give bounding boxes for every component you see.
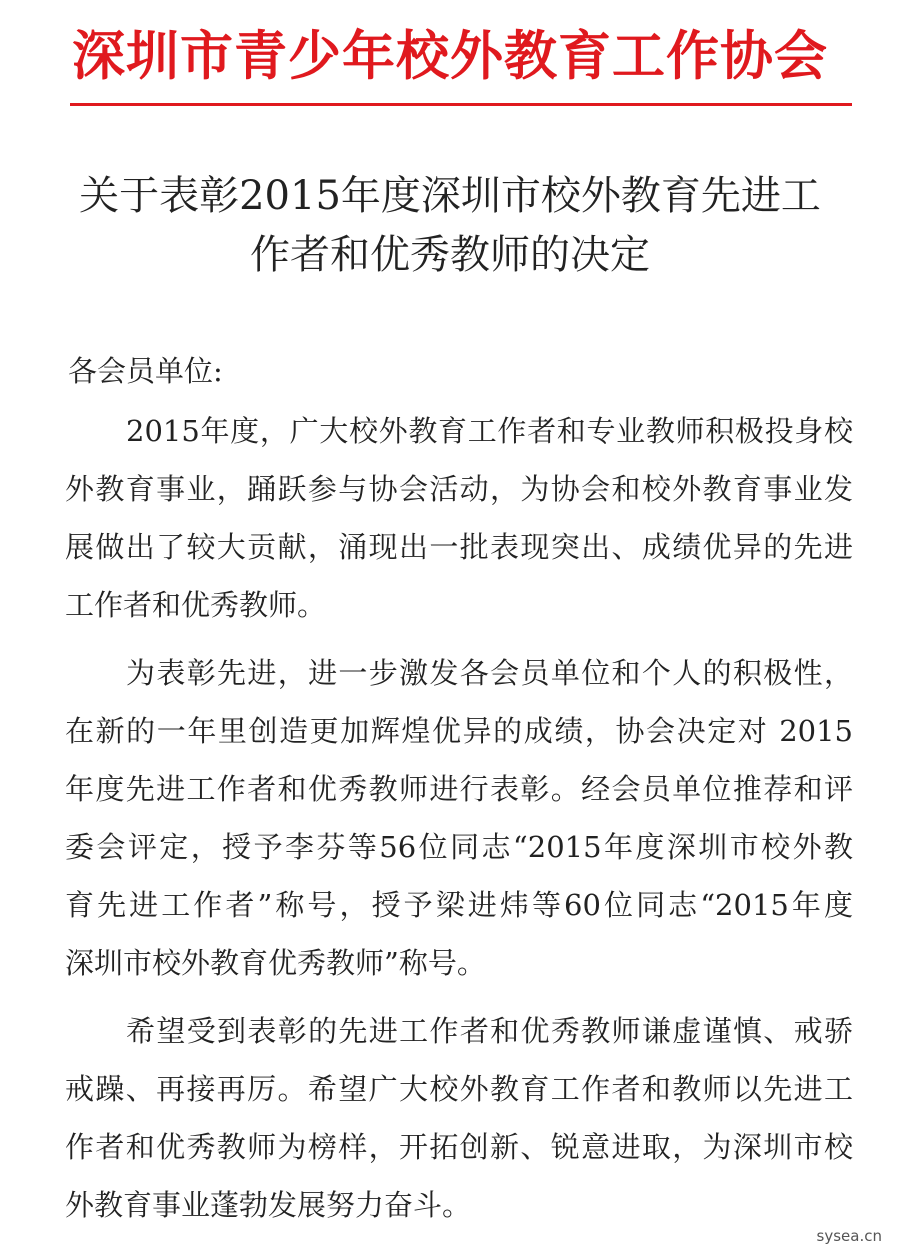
paragraph-line: 外教育事业蓬勃发展努力奋斗。 [65,1188,472,1222]
organization-letterhead: 深圳市青少年校外教育工作协会 [72,26,828,87]
paragraph-line: 2015年度，广大校外教育工作者和专业教师积极投身校 [126,414,853,448]
paragraph-line: 外教育事业，踊跃参与协会活动，为协会和校外教育事业发 [65,472,853,506]
paragraph-line: 深圳市校外教育优秀教师”称号。 [65,946,486,980]
paragraph-line: 为表彰先进，进一步激发各会员单位和个人的积极性， [126,656,853,690]
paragraph-line: 委会评定，授予李芬等56位同志“2015年度深圳市校外教 [65,830,853,864]
paragraph-line: 展做出了较大贡献，涌现出一批表现突出、成绩优异的先进 [65,530,853,564]
paragraph-line: 戒躁、再接再厉。希望广大校外教育工作者和教师以先进工 [65,1072,853,1106]
paragraph-line: 育先进工作者”称号，授予梁进炜等60位同志“2015年度 [65,888,853,922]
paragraph-line: 工作者和优秀教师。 [65,588,327,622]
paragraph-line: 在新的一年里创造更加辉煌优异的成绩，协会决定对 2015 [65,714,853,748]
document-title-line-1: 关于表彰2015年度深圳市校外教育先进工 [79,173,821,219]
paragraph-line: 作者和优秀教师为榜样，开拓创新、锐意进取，为深圳市校 [65,1130,853,1164]
site-watermark: sysea.cn [816,1227,882,1245]
paragraph-line: 年度先进工作者和优秀教师进行表彰。经会员单位推荐和评 [65,772,853,806]
salutation: 各会员单位: [68,354,223,388]
paragraph-line: 希望受到表彰的先进工作者和优秀教师谦虚谨慎、戒骄 [126,1014,853,1048]
letterhead-divider [70,103,852,106]
document-title-line-2: 作者和优秀教师的决定 [250,232,650,278]
